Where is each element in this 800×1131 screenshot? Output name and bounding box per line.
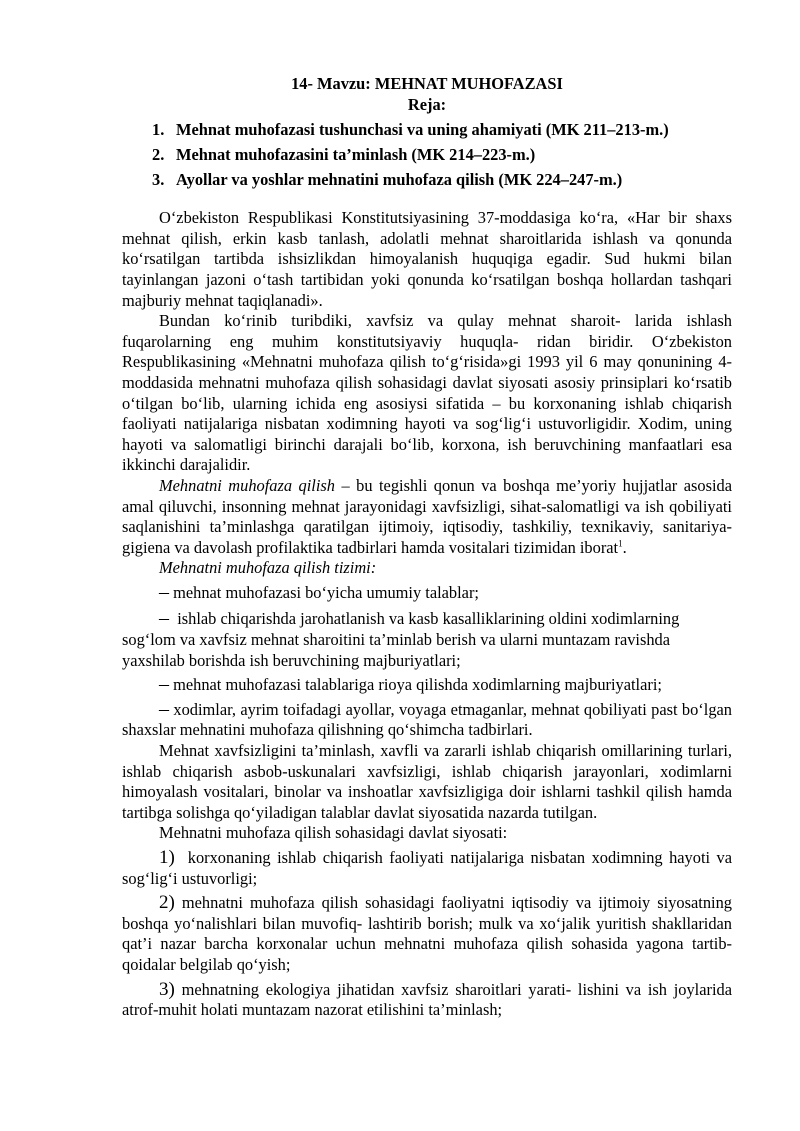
policy-item-text: mehnatning ekologiya jihatidan xavfsiz sharoitlari yarati- lishini va ish joylarida atrof-muhit holati muntazam nazorat etilishini ta’minlash; [122,979,732,1020]
dash-item [122,608,732,671]
plan-item-number: 2. [152,145,165,165]
plan-heading: Reja: [407,94,447,114]
policy-item-text: korxonaning ishlab chiqarish faoliyati natijalariga nisbatan xodimning hayoti va sog‘lig‘i ustuvorligi; [122,848,732,888]
definition-period: . [622,537,627,557]
dash-item [122,582,732,604]
dash-item-text: mehnat muhofazasi bo‘yicha umumiy talablar; [173,582,479,602]
paragraph-constitution: O‘zbekiston Respublikasi Konstitutsiyasining 37-moddasiga ko‘ra, «Har bir shaxs mehnat qilish, erkin kasb tanlash, adolatli mehnat sharoitlarida ishlash va qonunda ko‘rsatilgan tartibda ishsizlikdan himoyalanish huquqiga egadir. Sud hukmi bilan tayinlangan jazoni o‘tash tartibidan yoki qonunda ko‘rsatilgan boshqa hollardan tashqari majburiy mehnat taqiqlanadi». [122,208,732,310]
dash-bullet: – [159,697,169,720]
dash-item [122,699,732,741]
paragraph-principles: Bundan ko‘rinib turibdiki, xavfsiz va qulay mehnat sharoit- larida ishlash fuqarolarning eng muhim konstitutsiyaviy huquqla- ridan biridir. O‘zbekiston Respublikasining «Mehnatni muhofaza qilish to‘g‘risida»gi 1993 yil 6 may qonunining 4-moddasida mehnatni muhofaza qilish sohasidagi davlat siyosati asosiy prinsiplari ko‘rsatib o‘tilgan bo‘lib, ularning ichida eng asosiysi sifatida – bu korxonaning ishlab chiqarish faoliyati natijalariga nisbatan xodimning hayoti va sog‘lig‘i ustuvorligidir. Xodim, uning hayoti va salomatligi birinchi darajali bo‘lib, korxona, ish beruvchining manfaatlari esa ikkinchi darajalidir. [122,311,732,475]
plan-item [122,117,732,142]
plan-item [122,142,732,167]
defined-term: Mehnatni muhofaza qilish [159,475,335,495]
dash-item-text: ishlab chiqarishda jarohatlanish va kasb kasalliklarining oldini xodimlarning sog‘lom va xavfsiz mehnat sharoitini ta’minlab berish va ularni muntazam ravishda yaxshilab borishda ish beruvchining majburiyatlari; [122,609,680,670]
policy-item-number: 3) [159,978,175,1000]
plan-item-text: Ayollar va yoshlar mehnatini muhofaza qilish (MK 224–247-m.) [176,170,623,190]
dash-item-text: xodimlar, ayrim toifadagi ayollar, voyaga etmaganlar, mehnat qobiliyati past bo‘lgan shaxslar mehnatini muhofaza qilishning qo‘shimcha tadbirlari. [122,699,732,740]
document-page [122,74,732,1021]
plan-list [122,117,732,192]
plan-item-number: 3. [152,170,165,190]
definition-text: – bu tegishli qonun va boshqa me’yoriy hujjatlar asosida amal qiluvchi, insonning mehnat jarayonidagi xavfsizligi, sihat-salomatligi va ish qobiliyati saqlanishini ta’minlashga qaratilgan ijtimoiy, iqtisodiy, tashkiliy, texnikaviy, sanitariya-gigiena va davolash profilaktika tadbirlari hamda vositalari tizimidan iborat [122,475,732,557]
page-title: 14- Mavzu: MEHNAT MUHOFAZASI [291,74,563,93]
policy-item [122,893,732,975]
dash-bullet: – [159,673,169,696]
plan-item-text: Mehnat muhofazasini ta’minlash (MK 214–223-m.) [176,145,536,165]
dash-bullet: – [159,580,169,603]
policy-item-text: mehnatni muhofaza qilish sohasidagi faoliyatni iqtisodiy va ijtimoiy siyosatning boshqa yo‘nalishlari bilan muvofiq- lashtirib borish; mulk va xo‘jalik yuritish shakllaridan qat’i nazar barcha korxonalar uchun mehnatni muhofaza qilish sohasida yagona tartib-qoidalar belgilab qo‘yish; [122,893,732,974]
dash-item [122,674,732,696]
policy-item [122,848,732,889]
paragraph-safety: Mehnat xavfsizligini ta’minlash, xavfli va zararli ishlab chiqarish omillarining turlari, ishlab chiqarish asbob-uskunalari xavfsizligi, ishlab chiqarish jarayonlari, xodimlarni himoyalash vositalari, binolar va inshoatlar xavfsizligiga doir ishlarni tashkil qilish hamda tartibga solishga qo‘yiladigan talablar davlat siyosatida nazarda tutilgan. [122,741,732,822]
policy-item-number: 1) [159,847,175,868]
paragraph-definition [122,476,732,558]
dash-bullet: – [159,607,169,630]
plan-item-text: Mehnat muhofazasi tushunchasi va uning ahamiyati (MK 211–213-m.) [176,120,669,140]
system-heading: Mehnatni muhofaza qilish tizimi: [159,558,377,578]
dash-item-text: mehnat muhofazasi talablariga rioya qilishda xodimlarning majburiyatlari; [173,675,662,695]
plan-item [122,167,732,192]
footnote-marker[interactable]: 1 [618,538,623,549]
policy-item [122,980,732,1021]
policy-heading: Mehnatni muhofaza qilish sohasidagi davlat siyosati: [159,823,508,843]
policy-item-number: 2) [159,892,175,914]
plan-item-number: 1. [152,120,165,140]
